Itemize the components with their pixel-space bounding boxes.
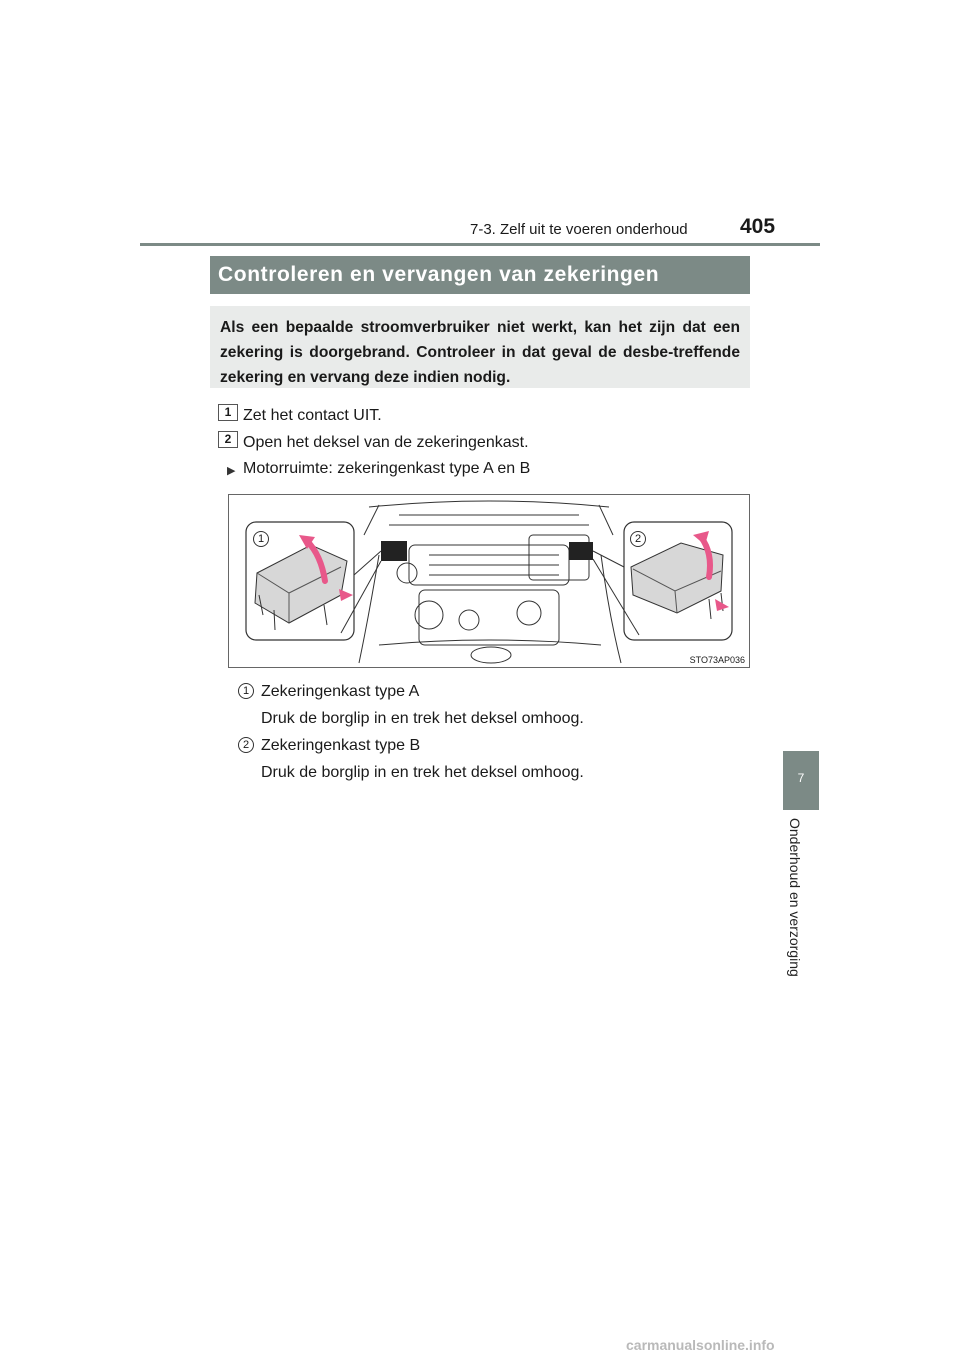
intro-box — [210, 306, 750, 388]
chapter-tab: 7 — [783, 751, 819, 810]
intro-text: Als een bepaalde stroomverbruiker niet werkt, kan het zijn dat een zekering is doorgebrand. Controleer in dat geval de desbe-treffende zekering en vervang deze indien nodig. — [220, 319, 740, 386]
item-title-1: Zekeringenkast type A — [261, 683, 420, 700]
item-description-1: Druk de borglip in en trek het deksel omhoog. — [261, 710, 584, 727]
engine-fuse-box-figure — [228, 494, 750, 668]
chapter-label: Onderhoud en verzorging — [787, 818, 803, 977]
figure-callout-2: 2 — [630, 531, 646, 547]
step-badge-1: 1 — [218, 404, 238, 421]
page-number: 405 — [740, 215, 776, 238]
figure-callout-1: 1 — [253, 531, 269, 547]
header-rule — [140, 243, 820, 246]
item-number-2: 2 — [238, 737, 254, 753]
header-section-title: 7-3. Zelf uit te voeren onderhoud — [470, 221, 688, 238]
item-number-1: 1 — [238, 683, 254, 699]
engine-bay-lines — [359, 501, 621, 663]
section-heading: Controleren en vervangen van zekeringen — [210, 256, 750, 294]
bullet-text: Motorruimte: zekeringenkast type A en B — [243, 460, 531, 477]
item-description-2: Druk de borglip in en trek het deksel omhoog. — [261, 764, 584, 781]
triangle-right-icon: ▶ — [227, 465, 236, 477]
figure-code: STO73AP036 — [689, 655, 745, 665]
step-text-2: Open het deksel van de zekeringenkast. — [243, 434, 529, 451]
step-text-1: Zet het contact UIT. — [243, 407, 382, 424]
engine-bay-illustration — [229, 495, 748, 666]
fuse-box-b-location — [569, 542, 593, 560]
fuse-box-a-location — [381, 541, 407, 561]
step-badge-2: 2 — [218, 431, 238, 448]
watermark: carmanualsonline.info — [626, 1337, 775, 1353]
item-title-2: Zekeringenkast type B — [261, 737, 421, 754]
